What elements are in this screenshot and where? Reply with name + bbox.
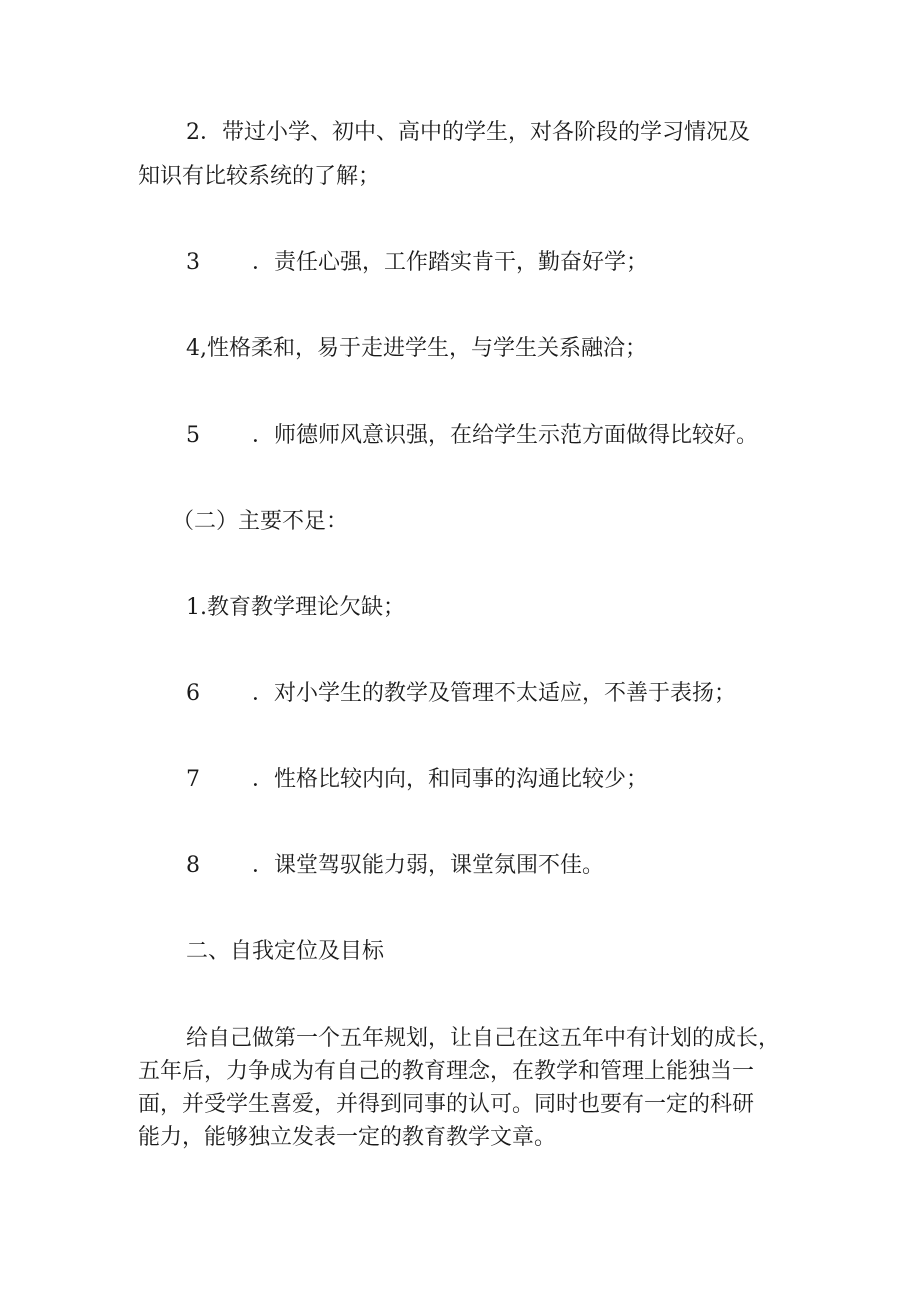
list-item-2-continuation: 知识有比较系统的了解； bbox=[138, 164, 381, 189]
list-item-4: 4,性格柔和，易于走进学生，与学生关系融洽； bbox=[186, 336, 647, 361]
item-number: 2 bbox=[186, 120, 200, 145]
list-item-2 bbox=[186, 118, 750, 148]
item-number: 6 bbox=[186, 681, 200, 706]
item-text: ．师德师风意识强，在给学生示范方面做得比较好。 bbox=[252, 423, 759, 448]
item-text: ．对小学生的教学及管理不太适应，不善于表扬； bbox=[252, 681, 737, 706]
list-item-3 bbox=[186, 248, 648, 278]
paragraph-line: 给自己做第一个五年规划，让自己在这五年中有计划的成长， bbox=[186, 1026, 781, 1051]
list-item-8 bbox=[186, 851, 604, 881]
goal-paragraph bbox=[138, 1022, 786, 1154]
list-item-7 bbox=[186, 765, 648, 795]
section-heading-shortcomings: （二）主要不足： bbox=[172, 509, 349, 534]
paragraph-line: 五年后，力争成为有自己的教育理念，在教学和管理上能独当一 bbox=[138, 1059, 755, 1084]
item-text: ．性格比较内向，和同事的沟通比较少； bbox=[252, 767, 649, 792]
section-heading-self-positioning: 二、自我定位及目标 bbox=[186, 939, 385, 964]
list-item-6 bbox=[186, 679, 736, 709]
list-item-shortcoming-1: 1.教育教学理论欠缺； bbox=[186, 595, 405, 620]
paragraph-line: 能力，能够独立发表一定的教育教学文章。 bbox=[138, 1125, 557, 1150]
item-number: 8 bbox=[186, 853, 200, 878]
item-number: 5 bbox=[186, 423, 200, 448]
item-text: ．带过小学、初中、高中的学生，对各阶段的学习情况及 bbox=[200, 120, 751, 145]
item-text: ．课堂驾驭能力弱，课堂氛围不佳。 bbox=[252, 853, 605, 878]
list-item-5 bbox=[186, 421, 758, 451]
item-number: 3 bbox=[186, 250, 200, 275]
paragraph-line: 面，并受学生喜爱，并得到同事的认可。同时也要有一定的科研 bbox=[138, 1092, 755, 1117]
item-number: 7 bbox=[186, 767, 200, 792]
item-text: ．责任心强，工作踏实肯干，勤奋好学； bbox=[252, 250, 649, 275]
